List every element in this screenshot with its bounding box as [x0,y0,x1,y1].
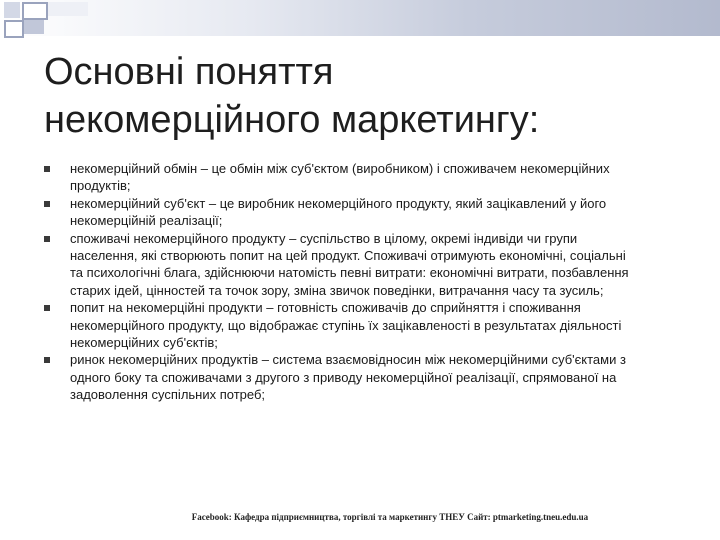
slide-title [44,48,694,144]
bullet-text-line: ринок некомерційних продуктів – система взаємовідносин між некомерційними суб'єктами з [70,352,626,368]
bullet-text-line: населення, які створюють попит на цей продукт. Споживачі отримують економічні, соціальні [70,248,626,264]
bullet-text-line: некомерційний обмін – це обмін між суб'єктом (виробником) і споживачем некомерційних [70,161,610,176]
bullet-text-line: задоволення суспільних потреб; [70,387,266,403]
bullet-text-line: некомерційних суб'єктів; [70,335,218,351]
bullet-list [40,160,680,404]
bullet-text-line: та психологічні блага, здійснюючи натомість певні витрати: економічні витрати, позбавлення [70,265,629,281]
bullet-item [40,351,680,403]
bullet-square-icon [44,357,50,363]
bullet-text-line: продуктів; [70,178,131,194]
bullet-square-icon [44,201,50,207]
bullet-item [40,195,680,230]
bullet-item [40,299,680,351]
decor-square [4,2,20,18]
slide-footer: Facebook: Кафедра підприємництва, торгівлі та маркетингу ТНЕУ Сайт: ptmarketing.tneu.edu.ua [191,512,589,522]
bullet-square-icon [44,305,50,311]
bullet-text-line: попит на некомерційні продукти – готовність споживачів до сприйняття і споживання [70,300,581,316]
bullet-text-line: споживачі некомерційного продукту – суспільство в цілому, окремі індивіди чи групи [70,230,578,246]
slide-title-line: некомерційного маркетингу: [44,99,540,141]
bullet-square-icon [44,166,50,172]
bullet-text-line: некомерційного продукту, що відображає ступінь їх зацікавленості в результатах діяльності [70,317,622,333]
bullet-item [40,160,680,195]
decor-square-outline [22,2,48,20]
bullet-text-line: некомерційній реалізації; [70,213,223,229]
decor-square [24,20,44,34]
decor-square-outline [4,20,24,38]
header-decoration-strip [0,0,720,36]
decor-square [48,2,88,16]
bullet-square-icon [44,236,50,242]
bullet-item [40,230,680,300]
bullet-text-line: одного боку та споживачами з другого з приводу некомерційної реалізації, спрямованої на [70,369,617,385]
bullet-text-line: старих ідей, цінностей та точок зору, зміна звичок поведінки, витрачання часу та зусиль; [70,282,604,298]
slide-title-line: Основні поняття [44,51,334,93]
bullet-text-line: некомерційний суб'єкт – це виробник некомерційного продукту, який зацікавлений у його [70,195,607,211]
